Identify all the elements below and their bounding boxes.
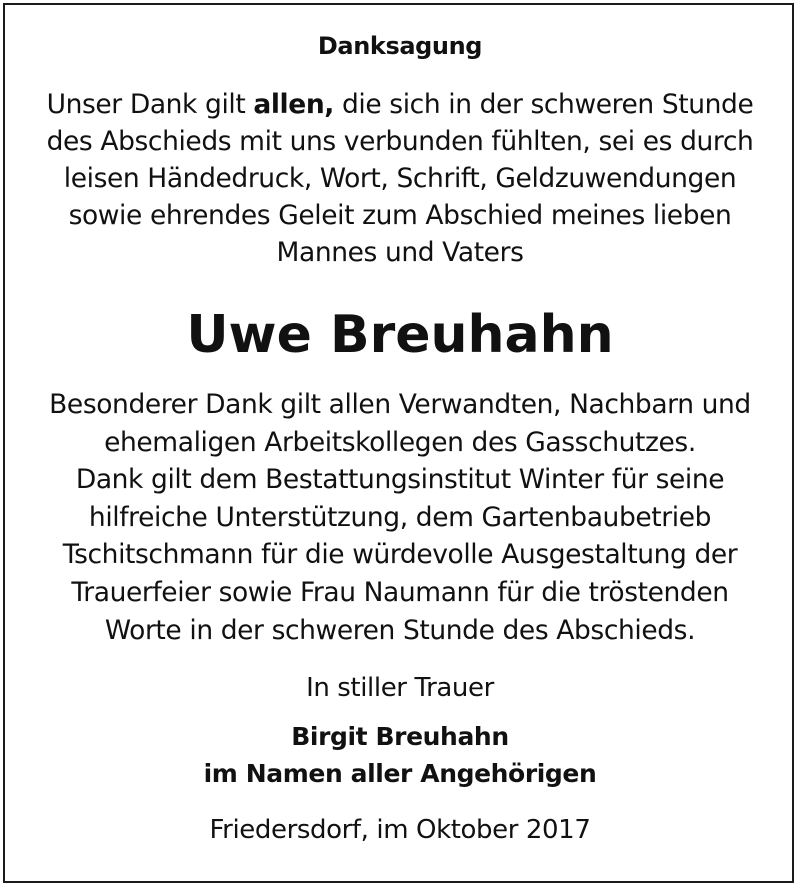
special-thanks-line: Worte in der schweren Stunde des Abschieds. (104, 614, 696, 646)
thanks-line-1 (0, 86, 800, 123)
thanks-line-3: leisen Händedruck, Wort, Schrift, Geldzuwendungen (63, 163, 737, 194)
thanks-emphasis: allen, (253, 89, 334, 120)
notice-heading: Danksagung (317, 32, 483, 60)
signatory-name: Birgit Breuhahn (291, 722, 509, 751)
thanks-line-2: des Abschieds mit uns verbunden fühlten, sei es durch (46, 126, 754, 157)
thanks-line-1-end: die sich in der schweren Stunde (333, 89, 754, 120)
signatory-on-behalf: im Namen aller Angehörigen (203, 759, 597, 788)
thanks-paragraph (0, 86, 800, 271)
thanks-line-4: sowie ehrendes Geleit zum Abschied meines lieben (68, 200, 732, 231)
special-thanks-line: Dank gilt dem Bestattungsinstitut Winter für seine (75, 464, 725, 496)
special-thanks-line: hilfreiche Unterstützung, dem Gartenbaubetrieb (88, 501, 712, 533)
special-thanks-line: Tschitschmann für die würdevolle Ausgestaltung der (62, 539, 738, 571)
special-thanks-paragraph (0, 386, 800, 649)
thanks-line-1-start: Unser Dank gilt (46, 89, 254, 120)
closing-phrase: In stiller Trauer (306, 673, 494, 703)
special-thanks-line: ehemaligen Arbeitskollegen des Gasschutzes. (104, 426, 696, 458)
thanks-line-5: Mannes und Vaters (276, 237, 524, 268)
place-date: Friedersdorf, im Oktober 2017 (209, 815, 591, 845)
special-thanks-line: Besonderer Dank gilt allen Verwandten, Nachbarn und (49, 389, 751, 420)
special-thanks-line: Trauerfeier sowie Frau Naumann für die tröstenden (71, 576, 729, 608)
deceased-name: Uwe Breuhahn (186, 305, 614, 365)
signature-block (0, 718, 800, 792)
